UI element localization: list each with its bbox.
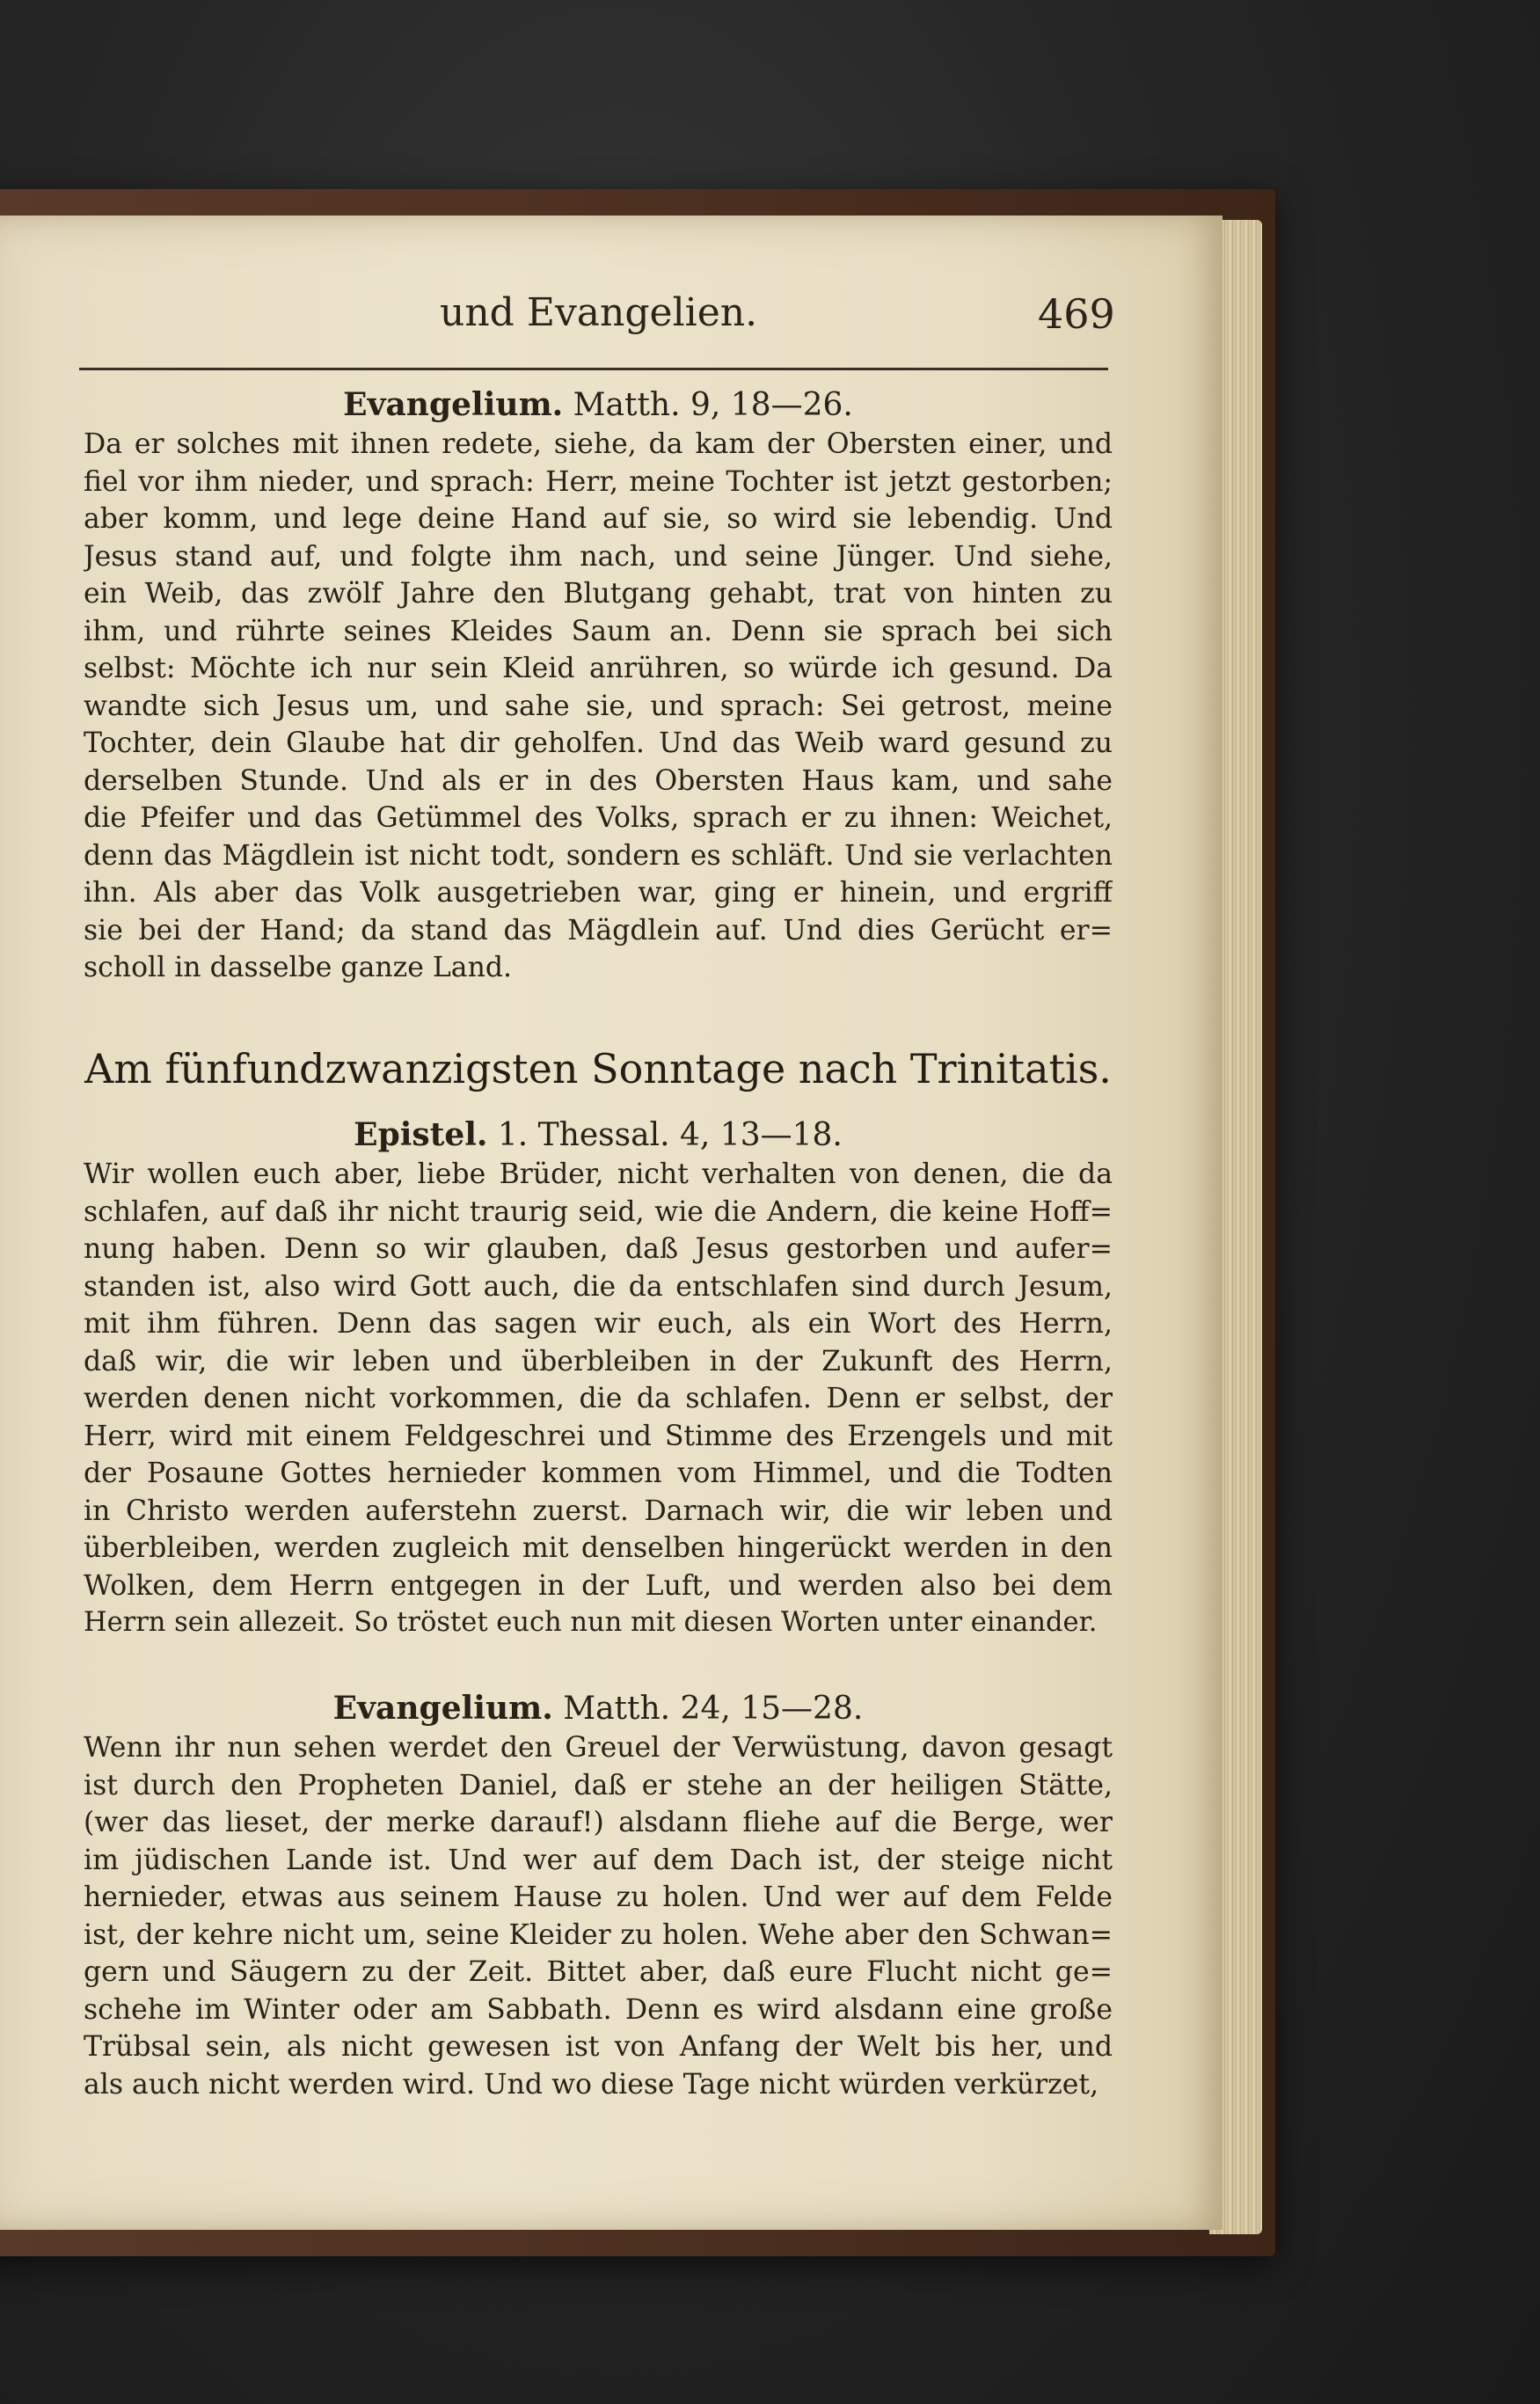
header-rule — [79, 368, 1108, 370]
text-line: hernieder, etwas aus seinem Hause zu holen. Und wer auf dem Felde — [84, 1882, 1113, 1913]
text-line: selbst: Möchte ich nur sein Kleid anrühren, so würde ich gesund. Da — [84, 653, 1113, 684]
text-line: ist, der kehre nicht um, seine Kleider zu holen. Wehe aber den Schwan= — [84, 1918, 1113, 1951]
text-line: derselben Stunde. Und als er in des Obersten Haus kam, und sahe — [84, 764, 1113, 797]
section-gospel-1 — [84, 384, 1113, 987]
text-line: ein Weib, das zwölf Jahre den Blutgang gehabt, trat von hinten zu — [84, 578, 1113, 610]
text-line: ihn. Als aber das Volk ausgetrieben war, ging er hinein, und ergriff — [84, 877, 1113, 909]
text-line: Jesus stand auf, und folgte ihm nach, und seine Jünger. Und siehe, — [84, 540, 1113, 573]
text-line: denn das Mägdlein ist nicht todt, sondern es schläft. Und sie verlachten — [84, 839, 1113, 872]
section-text — [84, 1156, 1113, 1642]
text-line: (wer das lieset, der merke darauf!) alsdann fliehe auf die Berge, wer — [84, 1807, 1113, 1838]
text-line: schlafen, auf daß ihr nicht traurig seid, wie die Andern, die keine Hoff= — [84, 1195, 1113, 1228]
section-heading — [84, 1114, 1113, 1156]
section-reference: Matth. 9, 18—26. — [573, 387, 853, 423]
section-reference: Matth. 24, 15—28. — [563, 1691, 864, 1727]
text-line: Wenn ihr nun sehen werdet den Greuel der Verwüstung, davon gesagt — [84, 1732, 1113, 1764]
text-line: Da er solches mit ihnen redete, siehe, da kam der Obersten einer, und — [84, 428, 1113, 460]
text-line: standen ist, also wird Gott auch, die da entschlafen sind durch Jesum, — [84, 1270, 1113, 1303]
text-line: werden denen nicht vorkommen, die da schlafen. Denn er selbst, der — [84, 1383, 1113, 1414]
text-line: Trübsal sein, als nicht gewesen ist von Anfang der Welt bis her, und — [84, 2031, 1113, 2063]
section-label: Evangelium. — [343, 386, 564, 423]
text-line: Wolken, dem Herrn entgegen in der Luft, und werden also bei dem — [84, 1569, 1113, 1602]
text-line: sie bei der Hand; da stand das Mägdlein auf. Und dies Gerücht er= — [84, 914, 1113, 946]
text-line: daß wir, die wir leben und überbleiben in der Zukunft des Herrn, — [84, 1345, 1113, 1377]
section-label: Evangelium. — [332, 1690, 553, 1727]
text-line: mit ihm führen. Denn das sagen wir euch, als ein Wort des Herrn, — [84, 1308, 1113, 1340]
section-epistle — [84, 1114, 1113, 1642]
text-line: der Posaune Gottes hernieder kommen vom Himmel, und die Todten — [84, 1458, 1113, 1489]
text-line: fiel vor ihm nieder, und sprach: Herr, meine Tochter ist jetzt gestorben; — [84, 465, 1113, 498]
text-line: in Christo werden auferstehn zuerst. Darnach wir, die wir leben und — [84, 1494, 1113, 1527]
section-text — [84, 426, 1113, 987]
text-line: als auch nicht werden wird. Und wo diese Tage nicht würden verkürzet, — [84, 2068, 1099, 2101]
section-label: Epistel. — [354, 1116, 488, 1153]
page-header — [0, 290, 1540, 343]
section-gospel-2 — [84, 1687, 1113, 2103]
text-line: Tochter, dein Glaube hat dir geholfen. Und das Weib ward gesund zu — [84, 727, 1113, 759]
text-line: überbleiben, werden zugleich mit denselben hingerückt werden in den — [84, 1532, 1113, 1564]
running-head: und Evangelien. — [440, 290, 758, 335]
text-line: scholl in dasselbe ganze Land. — [84, 952, 513, 983]
text-line: Wir wollen euch aber, liebe Brüder, nicht verhalten von denen, die da — [84, 1158, 1113, 1190]
text-line: die Pfeifer und das Getümmel des Volks, sprach er zu ihnen: Weichet, — [84, 802, 1113, 834]
section-title: Am fünfundzwanzigsten Sonntage nach Trinitatis. — [84, 1045, 1112, 1092]
text-line: schehe im Winter oder am Sabbath. Denn es wird alsdann eine große — [84, 1993, 1113, 2026]
page-number: 469 — [1038, 290, 1115, 338]
section-heading — [84, 1687, 1113, 1729]
section-heading — [84, 384, 1113, 426]
text-line: nung haben. Denn so wir glauben, daß Jesus gestorben und aufer= — [84, 1233, 1113, 1265]
text-line: im jüdischen Lande ist. Und wer auf dem Dach ist, der steige nicht — [84, 1844, 1113, 1876]
section-reference: 1. Thessal. 4, 13—18. — [497, 1117, 843, 1153]
text-line: ihm, und rührte seines Kleides Saum an. Denn sie sprach bei sich — [84, 615, 1113, 647]
text-line: Herrn sein allezeit. So tröstet euch nun mit diesen Worten unter einander. — [84, 1607, 1098, 1638]
text-line: aber komm, und lege deine Hand auf sie, so wird sie lebendig. Und — [84, 503, 1113, 535]
text-line: ist durch den Propheten Daniel, daß er stehe an der heiligen Stätte, — [84, 1769, 1113, 1801]
text-line: wandte sich Jesus um, und sahe sie, und sprach: Sei getrost, meine — [84, 690, 1113, 722]
section-text — [84, 1729, 1113, 2103]
text-line: gern und Säugern zu der Zeit. Bittet aber, daß eure Flucht nicht ge= — [84, 1956, 1113, 1988]
text-line: Herr, wird mit einem Feldgeschrei und Stimme des Erzengels und mit — [84, 1420, 1113, 1452]
